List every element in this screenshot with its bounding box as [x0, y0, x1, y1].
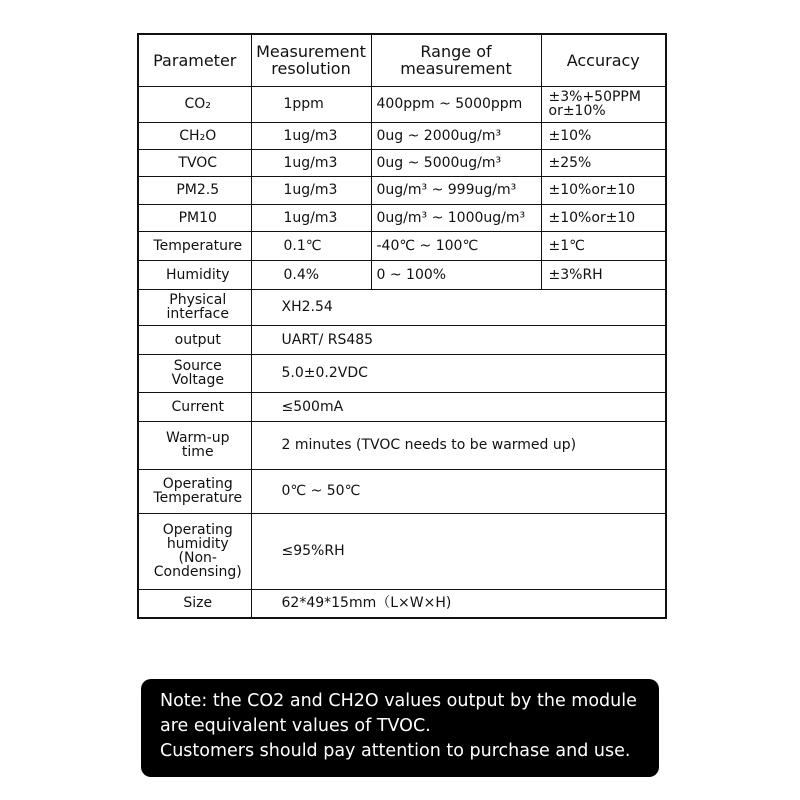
parameter-cell: Size [138, 589, 251, 618]
accuracy-cell: ±3%RH [541, 260, 666, 289]
resolution-cell: 0.4% [251, 260, 371, 289]
note-line-2: are equivalent values of TVOC. [160, 716, 431, 736]
note-line-3: Customers should pay attention to purchase and use. [160, 741, 631, 761]
table-row [138, 392, 666, 421]
range-cell: 0 ~ 100% [371, 260, 541, 289]
parameter-cell: PM10 [138, 204, 251, 231]
value-cell: 5.0±0.2VDC [251, 354, 666, 392]
resolution-cell: 1ug/m3 [251, 149, 371, 176]
range-cell: -40℃ ~ 100℃ [371, 231, 541, 260]
table-row [138, 204, 666, 231]
parameter-cell: CH₂O [138, 122, 251, 149]
table-row [138, 149, 666, 176]
table-row [138, 122, 666, 149]
spec-table [137, 33, 667, 619]
accuracy-cell: ±10%or±10 [541, 176, 666, 204]
parameter-cell: Physical interface [138, 289, 251, 325]
range-cell: 0ug ~ 2000ug/m³ [371, 122, 541, 149]
value-cell: XH2.54 [251, 289, 666, 325]
resolution-cell: 1ug/m3 [251, 176, 371, 204]
range-cell: 400ppm ~ 5000ppm [371, 86, 541, 122]
header-range-of-measurement: Range of measurement [371, 34, 541, 86]
resolution-cell: 1ug/m3 [251, 204, 371, 231]
parameter-cell: Operating Temperature [138, 469, 251, 513]
parameter-cell: Operating humidity (Non- Condensing) [138, 513, 251, 589]
parameter-cell: PM2.5 [138, 176, 251, 204]
accuracy-cell: ±3%+50PPM or±10% [541, 86, 666, 122]
range-cell: 0ug/m³ ~ 999ug/m³ [371, 176, 541, 204]
header-parameter: Parameter [138, 34, 251, 86]
accuracy-cell: ±10%or±10 [541, 204, 666, 231]
value-cell: 2 minutes (TVOC needs to be warmed up) [251, 421, 666, 469]
table-row [138, 176, 666, 204]
table-row [138, 260, 666, 289]
header-measurement-resolution: Measurement resolution [251, 34, 371, 86]
table-row [138, 325, 666, 354]
value-cell: UART/ RS485 [251, 325, 666, 354]
resolution-cell: 0.1℃ [251, 231, 371, 260]
value-cell: ≤95%RH [251, 513, 666, 589]
table-header-row [138, 34, 666, 86]
resolution-cell: 1ppm [251, 86, 371, 122]
value-cell: ≤500mA [251, 392, 666, 421]
parameter-cell: Humidity [138, 260, 251, 289]
parameter-cell: Temperature [138, 231, 251, 260]
note-box [141, 679, 659, 777]
accuracy-cell: ±10% [541, 122, 666, 149]
note-line-1: Note: the CO2 and CH2O values output by the module [160, 691, 637, 711]
accuracy-cell: ±1℃ [541, 231, 666, 260]
parameter-cell: output [138, 325, 251, 354]
parameter-cell: Warm-up time [138, 421, 251, 469]
parameter-cell: Source Voltage [138, 354, 251, 392]
table-row [138, 421, 666, 469]
table-row [138, 86, 666, 122]
range-cell: 0ug/m³ ~ 1000ug/m³ [371, 204, 541, 231]
parameter-cell: CO₂ [138, 86, 251, 122]
parameter-cell: TVOC [138, 149, 251, 176]
table-row [138, 589, 666, 618]
table-row [138, 289, 666, 325]
resolution-cell: 1ug/m3 [251, 122, 371, 149]
range-cell: 0ug ~ 5000ug/m³ [371, 149, 541, 176]
value-cell: 0℃ ~ 50℃ [251, 469, 666, 513]
spec-table-body [138, 34, 666, 618]
table-row [138, 469, 666, 513]
parameter-cell: Current [138, 392, 251, 421]
value-cell: 62*49*15mm（L×W×H) [251, 589, 666, 618]
accuracy-cell: ±25% [541, 149, 666, 176]
header-accuracy: Accuracy [541, 34, 666, 86]
table-row [138, 231, 666, 260]
table-row [138, 354, 666, 392]
table-row [138, 513, 666, 589]
